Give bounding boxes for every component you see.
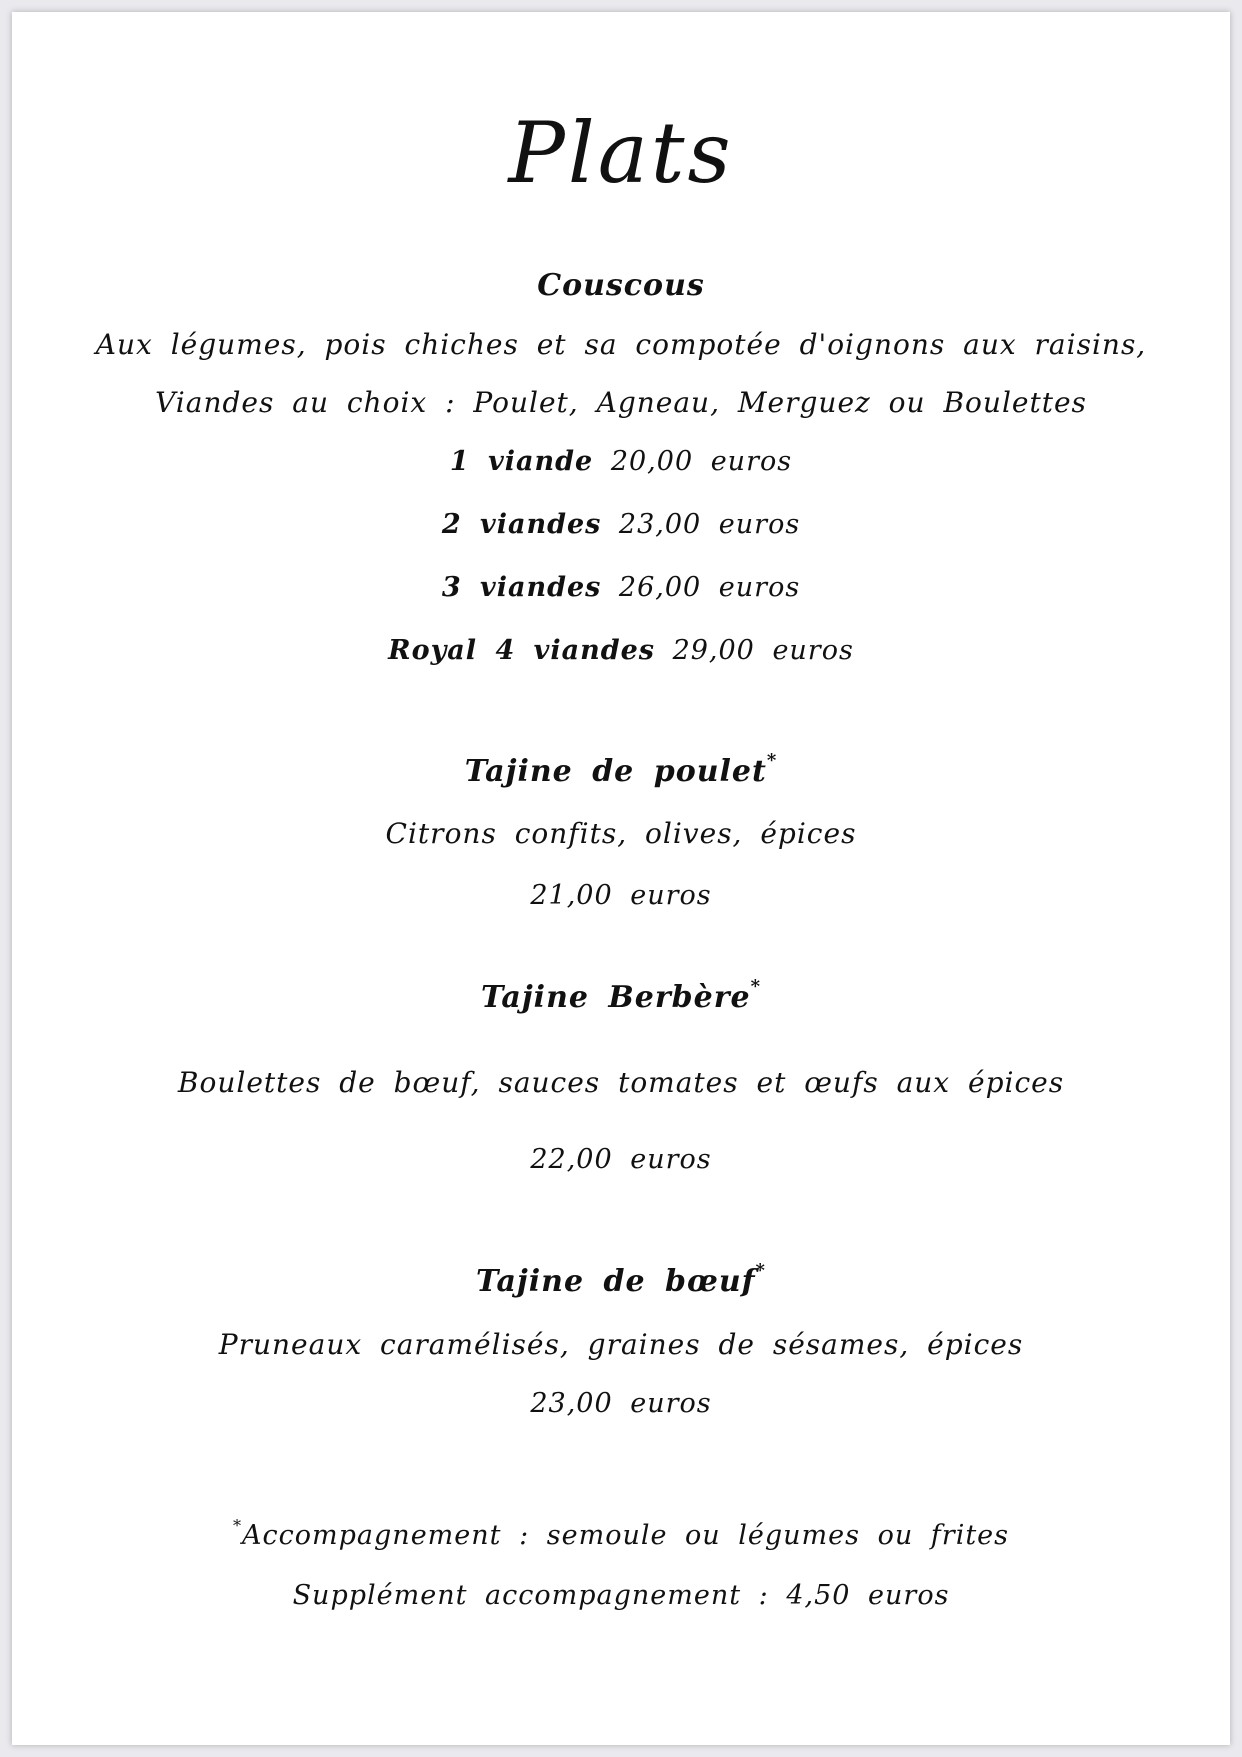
dish-name-couscous: Couscous: [537, 268, 705, 303]
option-label: 3 viandes: [441, 572, 602, 603]
dish-name-tajine-berbere: [12, 976, 1230, 1015]
footnote-marker: *: [766, 750, 778, 771]
menu-page: [12, 12, 1230, 1745]
option-label: 1 viande: [449, 446, 594, 477]
footnote-marker: *: [755, 1260, 766, 1281]
footnote-marker: *: [232, 1516, 243, 1535]
tajine-poulet-price: 21,00 euros: [530, 880, 712, 911]
tajine-berbere-description: Boulettes de bœuf, sauces tomates et œufs aux épices: [177, 1066, 1065, 1099]
dish-name-text: Tajine Berbère: [480, 980, 751, 1015]
couscous-description-2: Viandes au choix : Poulet, Agneau, Merguez ou Boulettes: [155, 386, 1087, 419]
tajine-boeuf-description: Pruneaux caramélisés, graines de sésames, épices: [218, 1328, 1024, 1361]
page-title: Plats: [508, 104, 734, 202]
couscous-option-1: [12, 446, 1230, 477]
footnote-text: Accompagnement : semoule ou légumes ou frites: [242, 1520, 1010, 1551]
couscous-description-1: Aux légumes, pois chiches et sa compotée d'oignons aux raisins,: [95, 328, 1147, 361]
couscous-option-4: [12, 635, 1230, 666]
couscous-option-2: [12, 509, 1230, 540]
tajine-boeuf-price: 23,00 euros: [530, 1388, 712, 1419]
tajine-poulet-description: Citrons confits, olives, épices: [385, 817, 857, 850]
couscous-option-3: [12, 572, 1230, 603]
dish-name-text: Tajine de bœuf: [476, 1264, 756, 1299]
option-price: 29,00 euros: [672, 635, 854, 666]
footnote-supplement: Supplément accompagnement : 4,50 euros: [292, 1580, 950, 1611]
dish-name-tajine-boeuf: [12, 1260, 1230, 1299]
option-label: Royal 4 viandes: [388, 635, 655, 666]
option-label: 2 viandes: [441, 509, 602, 540]
tajine-berbere-price: 22,00 euros: [530, 1144, 712, 1175]
option-price: 20,00 euros: [610, 446, 793, 477]
dish-name-tajine-poulet: [12, 750, 1230, 789]
footnote-accompaniment: [12, 1516, 1230, 1551]
option-price: 23,00 euros: [618, 509, 801, 540]
option-price: 26,00 euros: [618, 572, 801, 603]
footnote-marker: *: [750, 976, 762, 997]
dish-name-text: Tajine de poulet: [464, 754, 767, 789]
